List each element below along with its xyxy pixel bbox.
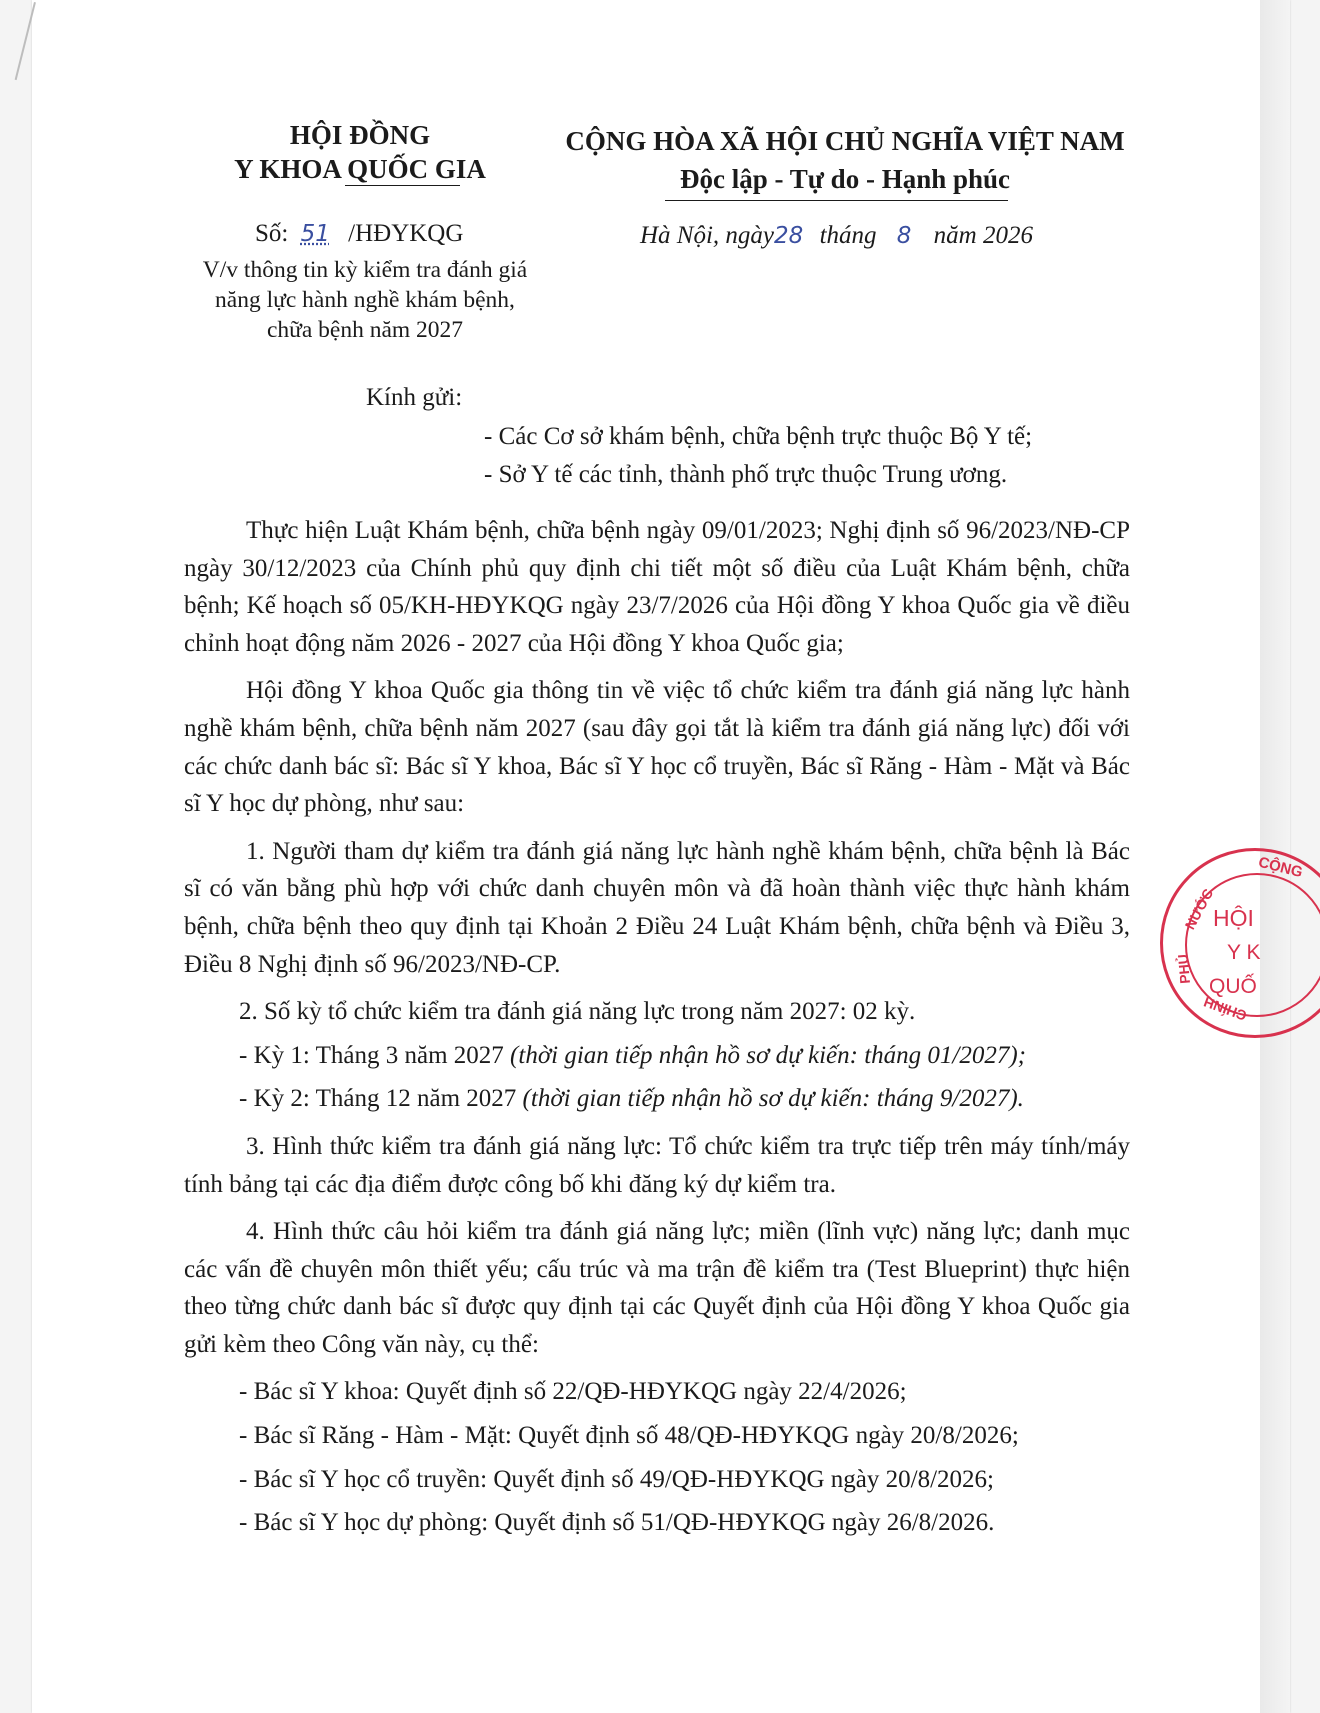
seal-center-1: HỘI xyxy=(1213,905,1254,931)
issuing-organization xyxy=(215,118,505,186)
recipient-item: - Sở Y tế các tỉnh, thành phố trực thuộc Trung ương. xyxy=(484,461,1008,488)
org-name-line2: Y KHOA QUỐC GIA xyxy=(234,154,486,184)
session-2-note: (thời gian tiếp nhận hồ sơ dự kiến: tháng 9/2027). xyxy=(522,1085,1024,1113)
paragraph-item-4: 4. Hình thức câu hỏi kiểm tra đánh giá năng lực; miền (lĩnh vực) năng lực; danh mục các vấn đề chuyên môn thiết yếu; cấu trúc và ma trận đề kiểm tra (Test Blueprint) thực hiện theo từng chức danh bác sĩ được quy định tại các Quyết định của Hội đồng Y khoa Quốc gia gửi kèm theo Công văn này, cụ thể: xyxy=(184,1218,1130,1358)
subject-line-1: V/v thông tin kỳ kiểm tra đánh giá xyxy=(202,257,528,283)
seal-center-2: Y K xyxy=(1227,941,1261,964)
decision-item: - Bác sĩ Y học dự phòng: Quyết định số 51/QĐ-HĐYKQG ngày 26/8/2026. xyxy=(239,1509,995,1537)
decision-item: - Bác sĩ Y học cổ truyền: Quyết định số 49/QĐ-HĐYKQG ngày 20/8/2026; xyxy=(239,1465,994,1493)
seal-arc-left2: PHỦ xyxy=(1174,953,1194,985)
recipients-label: Kính gửi: xyxy=(366,384,463,411)
session-1 xyxy=(184,1037,1130,1075)
recipient-item: - Các Cơ sở khám bệnh, chữa bệnh trực thuộc Bộ Y tế; xyxy=(484,423,1033,450)
decision-item: - Bác sĩ Y khoa: Quyết định số 22/QĐ-HĐYKQG ngày 22/4/2026; xyxy=(239,1378,907,1406)
date-place-prefix: Hà Nội, ngày xyxy=(640,222,775,249)
country-name: CỘNG HÒA XÃ HỘI CHỦ NGHĨA VIỆT NAM xyxy=(565,126,1125,156)
seal-center-3: QUỐ xyxy=(1209,975,1257,998)
issue-date xyxy=(640,222,1033,250)
doc-number-prefix: Số: xyxy=(255,220,289,247)
paragraph-legal-basis: Thực hiện Luật Khám bệnh, chữa bệnh ngày 09/01/2023; Nghị định số 96/2023/NĐ-CP ngày 30/12/2023 của Chính phủ quy định chi tiết một số điều của Luật Khám bệnh, chữa bệnh; Kế hoạch số 05/KH-HĐYKQG ngày 23/7/2026 của Hội đồng Y khoa Quốc gia về điều chỉnh hoạt động năm 2026 - 2027 của Hội đồng Y khoa Quốc gia; xyxy=(184,517,1130,657)
session-1-date: - Kỳ 1: Tháng 3 năm 2027 xyxy=(239,1041,511,1069)
org-underline xyxy=(345,185,460,186)
subject-line-2: năng lực hành nghề khám bệnh, xyxy=(215,287,515,313)
doc-number-suffix: /HĐYKQG xyxy=(348,220,464,247)
session-2-date: - Kỳ 2: Tháng 12 năm 2027 xyxy=(239,1085,523,1113)
paragraph-item-1: 1. Người tham dự kiểm tra đánh giá năng lực hành nghề khám bệnh, chữa bệnh là Bác sĩ có văn bằng phù hợp với chức danh chuyên môn và đã hoàn thành việc thực hành khám bệnh, chữa bệnh theo quy định tại Khoản 2 Điều 24 Luật Khám bệnh, chữa bệnh và Điều 3, Điều 8 Nghị định số 96/2023/NĐ-CP. xyxy=(184,837,1130,978)
org-name-line1: HỘI ĐỒNG xyxy=(289,120,431,150)
seal-arc-top: CỘNG xyxy=(1256,853,1305,882)
session-1-note: (thời gian tiếp nhận hồ sơ dự kiến: tháng 01/2027); xyxy=(510,1041,1027,1069)
seal-arc-left: NƯỚC xyxy=(1181,885,1217,933)
document-body xyxy=(184,512,1130,1548)
date-year: năm 2026 xyxy=(933,222,1033,249)
doc-number-handwritten: 51 xyxy=(300,221,330,247)
decision-item: - Bác sĩ Răng - Hàm - Mặt: Quyết định số 48/QĐ-HĐYKQG ngày 20/8/2026; xyxy=(239,1422,1019,1450)
date-month-label: tháng xyxy=(819,222,877,249)
subject-line-3: chữa bệnh năm 2027 xyxy=(266,317,464,343)
subject-block xyxy=(180,255,550,345)
motto: Độc lập - Tự do - Hạnh phúc xyxy=(679,164,1011,194)
paragraph-item-2: 2. Số kỳ tổ chức kiểm tra đánh giá năng lực trong năm 2027: 02 kỳ. xyxy=(239,998,916,1026)
document-number xyxy=(255,220,463,248)
motto-underline xyxy=(665,200,1008,201)
seal-arc-bottom: CHÍNH xyxy=(1201,993,1249,1025)
national-motto xyxy=(540,122,1150,198)
paragraph-item-3: 3. Hình thức kiểm tra đánh giá năng lực: Tổ chức kiểm tra trực tiếp trên máy tính/máy tính bảng tại các địa điểm được công bố khi đăng ký dự kiểm tra. xyxy=(184,1132,1130,1198)
recipients-list xyxy=(484,418,1032,494)
session-2 xyxy=(184,1080,1130,1118)
paragraph-announcement: Hội đồng Y khoa Quốc gia thông tin về việc tổ chức kiểm tra đánh giá năng lực hành nghề khám bệnh, chữa bệnh năm 2027 (sau đây gọi tắt là kiểm tra đánh giá năng lực) đối với các chức danh bác sĩ: Bác sĩ Y khoa, Bác sĩ Y học cổ truyền, Bác sĩ Răng - Hàm - Mặt và Bác sĩ Y học dự phòng, như sau: xyxy=(184,677,1130,818)
date-day-handwritten: 28 xyxy=(774,223,804,249)
date-month-handwritten: 8 xyxy=(896,223,912,249)
